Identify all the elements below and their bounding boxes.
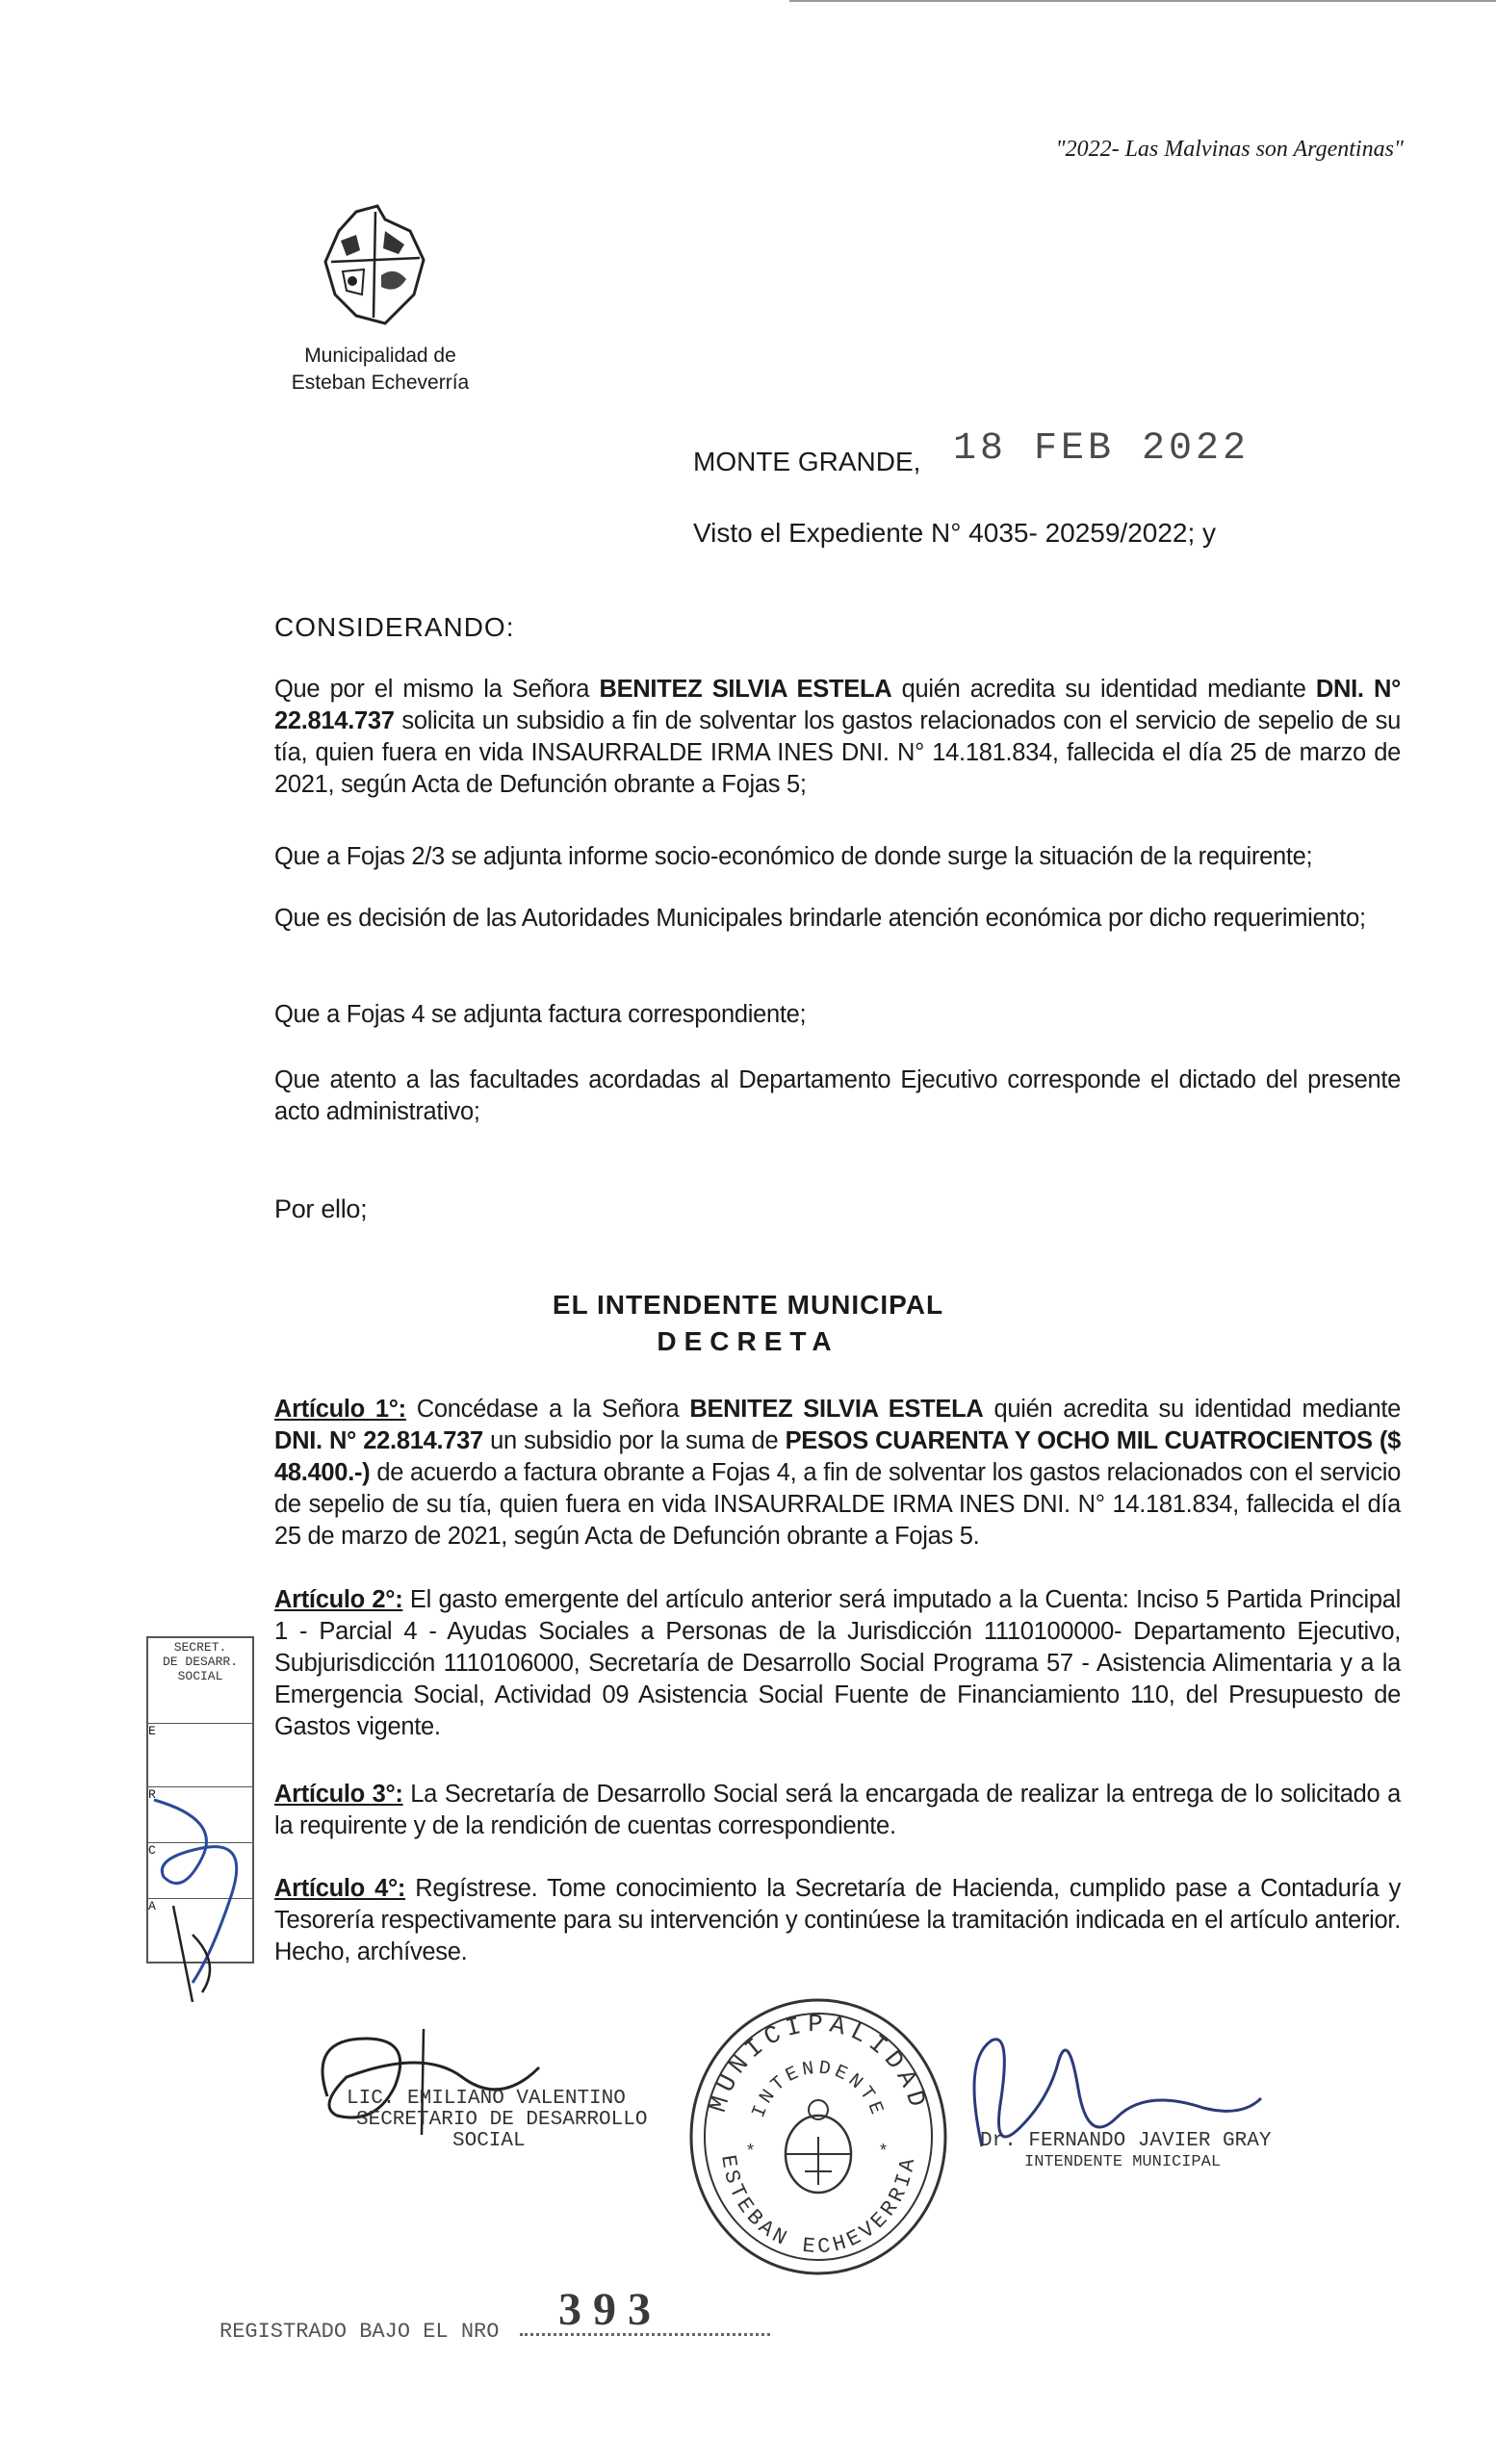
top-border-line bbox=[789, 0, 1496, 2]
registration-number: 393 bbox=[558, 2284, 662, 2335]
considerando-paragraph-1 bbox=[274, 674, 1401, 801]
margin-stamp-line-2: DE DESARR. bbox=[162, 1655, 238, 1669]
article-1-text-c: un subsidio por la suma de bbox=[482, 1427, 786, 1454]
svg-text:INTENDENTE bbox=[748, 2058, 889, 2121]
left-signature-name: LIC. EMILIANO VALENTINO bbox=[347, 2088, 626, 2110]
margin-stamp-row: R bbox=[148, 1786, 252, 1802]
article-3-label: Artículo 3°: bbox=[274, 1781, 403, 1808]
article-1-name: BENITEZ SILVIA ESTELA bbox=[689, 1396, 984, 1423]
article-3-text: La Secretaría de Desarrollo Social será la encargada de realizar la entrega de lo solicitado a la requirente y de la rendición de cuentas correspondiente. bbox=[274, 1781, 1401, 1839]
margin-stamp-line-3: SOCIAL bbox=[177, 1669, 223, 1683]
margin-stamp-row: A bbox=[148, 1898, 252, 1913]
right-signature-block bbox=[980, 2131, 1271, 2173]
municipality-line-1: Municipalidad de bbox=[304, 345, 456, 367]
considerando-paragraph-5: Que atento a las facultades acordadas al Departamento Ejecutivo corresponde el dictado del presente acto administrativo; bbox=[274, 1066, 1401, 1125]
left-signature-title: SECRETARIO DE DESARROLLO bbox=[356, 2109, 648, 2131]
seal-top-text: MUNICIPALIDAD bbox=[703, 2010, 934, 2117]
right-signature-title: INTENDENTE MUNICIPAL bbox=[1024, 2153, 1222, 2171]
date-stamp: 18 FEB 2022 bbox=[953, 427, 1251, 471]
svg-text:*: * bbox=[880, 2141, 888, 2160]
registered-under-label: REGISTRADO BAJO EL NRO bbox=[219, 2320, 500, 2344]
argentine-coat-of-arms-icon bbox=[786, 2100, 851, 2193]
article-1-label: Artículo 1°: bbox=[274, 1396, 406, 1423]
p1-text-a: Que por el mismo la Señora bbox=[274, 676, 600, 703]
article-1-amount: PESOS CUARENTA Y OCHO MIL CUATROCIENTOS ($ 48.400.-) bbox=[274, 1427, 1402, 1486]
article-3 bbox=[274, 1779, 1401, 1842]
considerando-heading: CONSIDERANDO: bbox=[274, 612, 515, 642]
considerando-paragraph-3: Que es decisión de las Autoridades Municipales brindarle atención económica por dicho requerimiento; bbox=[274, 905, 1366, 932]
year-motto: "2022- Las Malvinas son Argentinas" bbox=[1055, 137, 1404, 162]
por-ello: Por ello; bbox=[274, 1194, 368, 1223]
considerando-paragraph-4: Que a Fojas 4 se adjunta factura correspondiente; bbox=[274, 1001, 807, 1028]
considerando-paragraph-2: Que a Fojas 2/3 se adjunta informe socio-económico de donde surge la situación de la requirente; bbox=[274, 843, 1313, 870]
place-label: MONTE GRANDE, bbox=[693, 447, 921, 476]
article-2-text: El gasto emergente del artículo anterior será imputado a la Cuenta: Inciso 5 Partida Principal 1 - Parcial 4 - Ayudas Sociales a Personas de la Jurisdicción 1110100000- Departamento Ejecutivo, Subjurisdicción 1110106000, Secretaría de Desarrollo Social Programa 57 - Asistencia Alimentaria y a la Emergencia Social, Actividad 09 Asistencia Social Fuente de Financiamiento 110, del Presupuesto de Gastos vigente. bbox=[274, 1586, 1402, 1740]
svg-text:*: * bbox=[747, 2141, 755, 2160]
municipal-seal-stamp bbox=[684, 1992, 953, 2281]
decree-authority: EL INTENDENTE MUNICIPAL bbox=[552, 1290, 944, 1320]
right-signature-name: Dr. FERNANDO JAVIER GRAY bbox=[980, 2130, 1272, 2152]
article-1-text-b: quién acredita su identidad mediante bbox=[983, 1396, 1401, 1423]
municipal-crest-icon bbox=[318, 202, 433, 337]
article-4-label: Artículo 4°: bbox=[274, 1875, 406, 1902]
municipality-line-2: Esteban Echeverría bbox=[291, 372, 470, 394]
municipality-name bbox=[289, 343, 472, 397]
article-1-text-d: de acuerdo a factura obrante a Fojas 4, a fin de solventar los gastos relacionados con el servicio de sepelio de su tía, quien fuera en vida INSAURRALDE IRMA INES DNI. N° 14.181.834, fallecida el día 25 de marzo de 2021, según Acta de Defunción obrante a Fojas 5. bbox=[274, 1459, 1401, 1550]
left-signature-block bbox=[347, 2089, 647, 2152]
article-4-text: Regístrese. Tome conocimiento la Secretaría de Hacienda, cumplido pase a Contaduría y Tesorería respectivamente para su intervención y continúese la tramitación indicada en el artículo anterior. Hecho, archívese. bbox=[274, 1875, 1401, 1965]
margin-initials-signature bbox=[135, 1790, 279, 2002]
seal-bottom-text: ESTEBAN ECHEVERRIA bbox=[715, 2153, 921, 2260]
p1-text-c: solicita un subsidio a fin de solventar los gastos relacionados con el servicio de sepelio de su tía, quien fuera en vida INSAURRALDE IRMA INES DNI. N° 14.181.834, fallecida el día 25 de marzo de 2021, según Acta de Defunción obrante a Fojas 5; bbox=[274, 707, 1401, 798]
article-2 bbox=[274, 1584, 1401, 1743]
article-2-label: Artículo 2°: bbox=[274, 1586, 403, 1613]
article-1 bbox=[274, 1394, 1401, 1553]
p1-name: BENITEZ SILVIA ESTELA bbox=[599, 676, 892, 703]
registration-dotted-line bbox=[520, 2333, 770, 2336]
p1-dni: DNI. N° 22.814.737 bbox=[274, 676, 1402, 734]
decree-verb: DECRETA bbox=[657, 1326, 839, 1356]
margin-stamp-line-1: SECRET. bbox=[173, 1640, 227, 1655]
article-4 bbox=[274, 1873, 1401, 1968]
margin-stamp-row: C bbox=[148, 1842, 252, 1858]
article-1-text-a: Concédase a la Señora bbox=[405, 1396, 690, 1423]
seal-inner-text: INTENDENTE bbox=[748, 2057, 889, 2121]
left-signature-title-2: SOCIAL bbox=[452, 2130, 526, 2152]
expediente-line: Visto el Expediente N° 4035- 20259/2022; y bbox=[693, 518, 1217, 548]
margin-stamp-row: E bbox=[148, 1723, 252, 1738]
p1-text-b: quién acredita su identidad mediante bbox=[891, 676, 1316, 703]
article-1-dni: DNI. N° 22.814.737 bbox=[274, 1427, 483, 1454]
margin-stamp-header bbox=[150, 1640, 250, 1683]
